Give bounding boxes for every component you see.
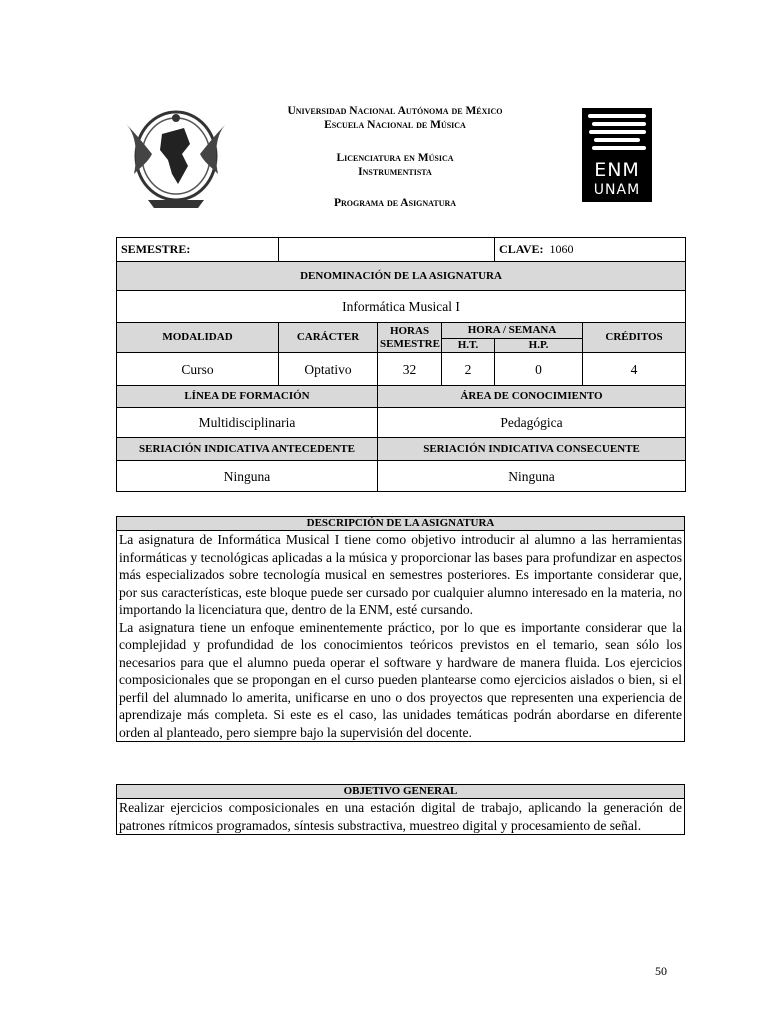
seriacion-antecedente-value: Ninguna bbox=[117, 461, 378, 492]
horas-semestre-label bbox=[378, 323, 442, 353]
unam-logo-text: UNAM bbox=[593, 182, 641, 198]
seriacion-antecedente-label: SERIACIÓN INDICATIVA ANTECEDENTE bbox=[117, 438, 378, 461]
area-conocimiento-value: Pedagógica bbox=[378, 408, 686, 438]
university-line-1: Universidad Nacional Autónoma de México bbox=[287, 105, 503, 117]
table-row bbox=[117, 438, 686, 461]
table-row bbox=[117, 461, 686, 492]
table-row bbox=[117, 353, 686, 386]
caracter-value: Optativo bbox=[279, 353, 378, 386]
description-paragraph-1: La asignatura de Informática Musical I tiene como objetivo introducir al alumno a las herramientas informáticas y tecnológicas aplicadas a la música y proporcionar las bases para profundizar en aspectos más especializados sobre tecnología musical en semestres posteriores. Es importante considerar que, por sus características, este bloque puede ser cursado por cualquier alumno interesado en la materia, no importando la licenciatura que, dentro de la ENM, esté cursando. bbox=[119, 532, 682, 617]
horas-label-line-1: HORAS bbox=[389, 324, 430, 337]
hp-label: H.P. bbox=[495, 339, 583, 353]
horas-value: 32 bbox=[378, 353, 442, 386]
ht-value: 2 bbox=[442, 353, 495, 386]
clave-cell bbox=[495, 238, 686, 262]
description-paragraph-2: La asignatura tiene un enfoque eminentemente práctico, por lo que es importante considerar que la complejidad y profundidad de los conocimientos teóricos previstos en el temario, sean sólo los necesarios para que el alumno pueda operar el software y hardware de manera fluida. Los ejercicios composicionales que se propongan en el curso pueden plantearse como ejercicios aislados o bien, si el perfil del alumnado lo amerita, unificarse en uno o dos proyectos que representen una experiencia de aprendizaje más completa. Si este es el caso, las unidades temáticas podrán abordarse en diferente orden al planteado, pero siempre bajo la supervisión del docente. bbox=[119, 619, 682, 740]
page-number: 50 bbox=[655, 964, 667, 978]
course-info-table bbox=[116, 237, 686, 492]
area-conocimiento-label: ÁREA DE CONOCIMIENTO bbox=[378, 386, 686, 408]
ht-label: H.T. bbox=[442, 339, 495, 353]
clave-value: 1060 bbox=[549, 242, 574, 256]
program-title bbox=[240, 196, 550, 210]
table-row bbox=[117, 238, 686, 262]
table-row bbox=[117, 408, 686, 438]
description-section bbox=[116, 516, 685, 742]
enm-unam-logo bbox=[582, 108, 652, 202]
unam-seal-logo bbox=[118, 104, 234, 214]
table-row bbox=[117, 291, 686, 323]
denominacion-value: Informática Musical I bbox=[117, 291, 686, 323]
clave-label: CLAVE: bbox=[499, 242, 544, 256]
denominacion-label: DENOMINACIÓN DE LA ASIGNATURA bbox=[117, 262, 686, 291]
table-row bbox=[117, 323, 686, 339]
university-line-2: Escuela Nacional de Música bbox=[324, 119, 466, 131]
creditos-label: CRÉDITOS bbox=[583, 323, 686, 353]
creditos-value: 4 bbox=[583, 353, 686, 386]
enm-logo-text: ENM bbox=[594, 159, 640, 181]
hp-value: 0 bbox=[495, 353, 583, 386]
table-row bbox=[117, 386, 686, 408]
description-body bbox=[117, 531, 684, 741]
degree-line-2: Instrumentista bbox=[358, 166, 432, 178]
university-name bbox=[240, 104, 550, 132]
description-title: DESCRIPCIÓN DE LA ASIGNATURA bbox=[117, 517, 684, 531]
modalidad-value: Curso bbox=[117, 353, 279, 386]
seriacion-consecuente-value: Ninguna bbox=[378, 461, 686, 492]
degree-line-1: Licenciatura en Música bbox=[336, 152, 454, 164]
objective-body: Realizar ejercicios composicionales en una estación digital de trabajo, aplicando la generación de patrones rítmicos programados, síntesis substractiva, muestreo digital y procesamiento de señal. bbox=[119, 800, 682, 833]
seriacion-consecuente-label: SERIACIÓN INDICATIVA CONSECUENTE bbox=[378, 438, 686, 461]
modalidad-label: MODALIDAD bbox=[117, 323, 279, 353]
semestre-label: SEMESTRE: bbox=[117, 238, 279, 262]
program-label: Programa de Asignatura bbox=[333, 197, 457, 209]
semestre-value bbox=[279, 238, 495, 262]
caracter-label: CARÁCTER bbox=[279, 323, 378, 353]
objective-title: OBJETIVO GENERAL bbox=[117, 785, 684, 799]
linea-formacion-value: Multidisciplinaria bbox=[117, 408, 378, 438]
degree-name bbox=[240, 151, 550, 179]
objective-section bbox=[116, 784, 685, 835]
linea-formacion-label: LÍNEA DE FORMACIÓN bbox=[117, 386, 378, 408]
horas-label-line-2: SEMESTRE bbox=[380, 337, 440, 350]
hora-semana-label: HORA / SEMANA bbox=[442, 323, 583, 339]
table-row bbox=[117, 262, 686, 291]
